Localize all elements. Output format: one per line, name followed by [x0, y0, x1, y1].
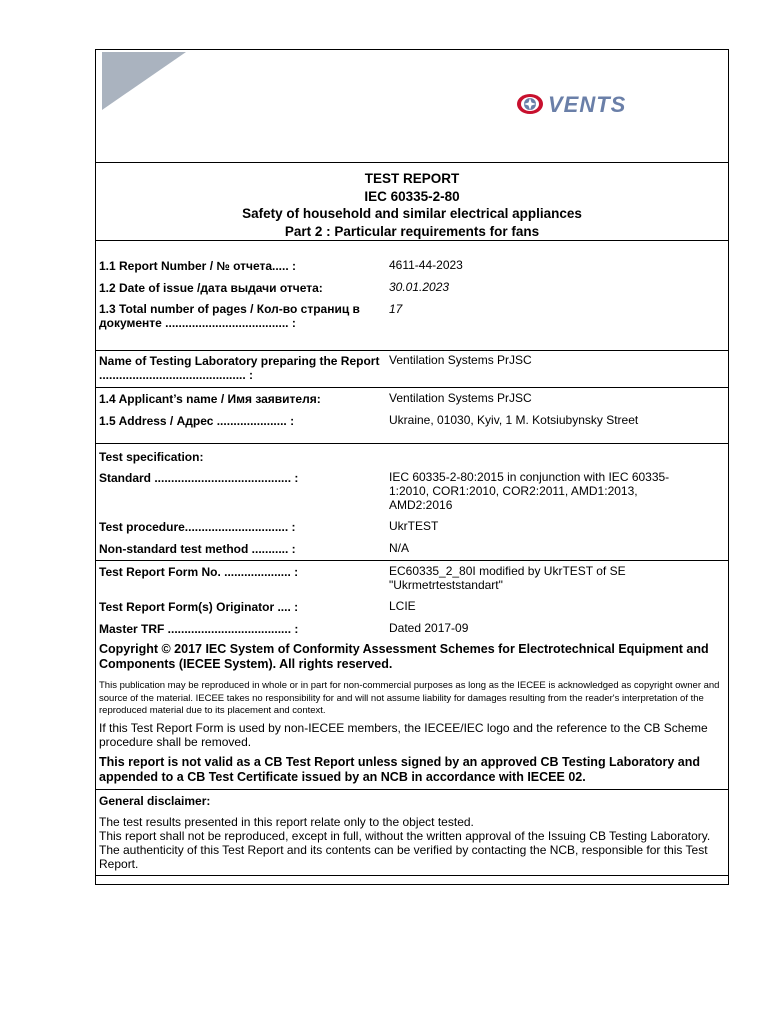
corner-decoration: [102, 52, 186, 110]
logo-brand-text: VENTS: [548, 92, 627, 117]
title-line-3: Safety of household and similar electrical appliances: [242, 206, 582, 221]
report-number-label: 1.1 Report Number / № отчета..... :: [99, 259, 297, 273]
master-trf-value: Dated 2017-09: [389, 621, 469, 635]
date-of-issue-value: 30.01.2023: [389, 280, 450, 294]
disclaimer-heading: General disclaimer:: [99, 794, 211, 808]
trf-no-label: Test Report Form No. .................... :: [99, 565, 299, 579]
report-number-value: 4611-44-2023: [389, 258, 463, 272]
standard-value: IEC 60335-2-80:2015 in conjunction with IEC 60335-1:2010, COR1:2010, COR2:2011, AMD1:2013, AMD2:2016: [389, 470, 670, 512]
total-pages-value: 17: [389, 302, 403, 316]
report-header: [96, 50, 728, 162]
address-value: Ukraine, 01030, Kyiv, 1 M. Kotsiubynsky Street: [389, 413, 639, 427]
standard-label: Standard ......................................... :: [99, 471, 299, 485]
vents-logo: [516, 90, 686, 118]
non-members-notice: If this Test Report Form is used by non-IECEE members, the IECEE/IEC logo and the reference to the CB Scheme procedure shall be removed.: [99, 721, 708, 749]
applicant-label: 1.4 Applicant’s name / Имя заявителя:: [99, 392, 321, 406]
report-frame: [95, 49, 729, 885]
title-line-2: IEC 60335-2-80: [364, 188, 460, 204]
test-procedure-label: Test procedure............................... :: [99, 520, 296, 534]
master-trf-label: Master TRF ..................................... :: [99, 622, 299, 636]
testing-lab-value: Ventilation Systems PrJSC: [389, 353, 532, 367]
trf-originator-value: LCIE: [389, 599, 416, 613]
test-procedure-value: UkrTEST: [389, 519, 439, 533]
report-title: [96, 170, 728, 240]
date-of-issue-label: 1.2 Date of issue /дата выдачи отчета:: [99, 281, 323, 295]
non-standard-value: N/A: [389, 541, 410, 555]
validity-notice: This report is not valid as a CB Test Report unless signed by an approved CB Testing Laboratory and appended to a CB Test Certificate issued by an NCB in accordance with IECEE 02.: [99, 755, 701, 784]
disclaimer-text: The test results presented in this report relate only to the object tested. This report shall not be reproduced, except in full, without the written approval of the Issuing CB Testing Laboratory. The authenticity of this Test Report and its contents can be verified by contacting the NCB, responsible for this Test Report.: [99, 815, 711, 871]
trf-originator-label: Test Report Form(s) Originator .... :: [99, 600, 299, 614]
copyright-heading: Copyright © 2017 IEC System of Conformity Assessment Schemes for Electrotechnical Equipment and Components (IECEE System). All rights reserved.: [99, 642, 709, 671]
copyright-notice: This publication may be reproduced in whole or in part for non-commercial purposes as long as the IECEE is acknowledged as copyright owner and source of the material. IECEE takes no responsibility for and will not assume liability for damages resulting from the reader's interpretation of the reproduced material due to its placement and context.: [99, 680, 720, 716]
total-pages-label: 1.3 Total number of pages / Кол-во страниц в документе ..................................... :: [99, 302, 360, 330]
title-line-1: TEST REPORT: [364, 171, 460, 186]
trf-no-value: EC60335_2_80I modified by UkrTEST of SE "Ukrmetrteststandart": [389, 564, 626, 592]
test-spec-label: Test specification:: [99, 450, 204, 464]
address-label: 1.5 Address / Адрес ..................... :: [99, 414, 295, 428]
testing-lab-label: Name of Testing Laboratory preparing the Report ............................................ :: [99, 354, 380, 382]
non-standard-label: Non-standard test method ........... :: [99, 542, 296, 556]
title-line-4: Part 2 : Particular requirements for fans: [284, 223, 540, 239]
applicant-value: Ventilation Systems PrJSC: [389, 391, 532, 405]
fan-icon: [517, 94, 543, 114]
